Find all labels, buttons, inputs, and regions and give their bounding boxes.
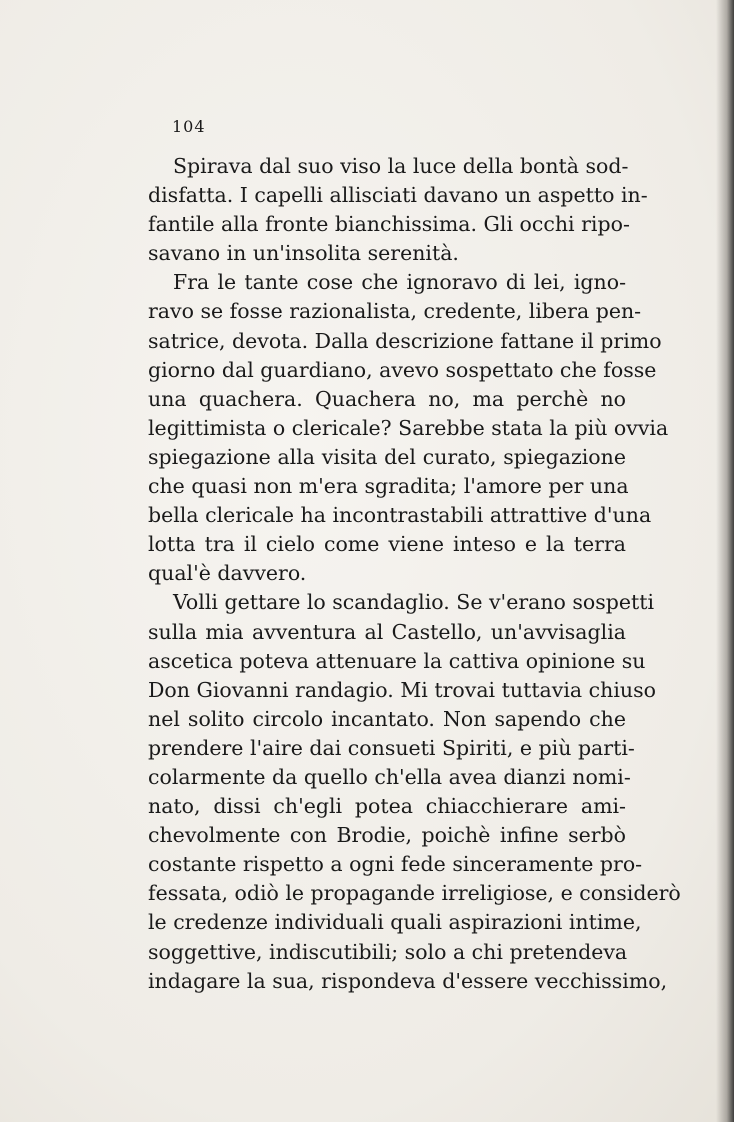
text-line: lotta tra il cielo come viene inteso e la terra [148,532,626,557]
text-line: disfatta. I capelli allisciati davano un aspetto in- [148,183,648,208]
text-line: nato, dissi ch'egli potea chiacchierare ami- [148,794,626,819]
text-line: Spirava dal suo viso la luce della bontà sod- [173,154,629,178]
text-line: una quachera. Quachera no, ma perchè no [148,386,626,411]
text-line: Volli gettare lo scandaglio. Se v'erano sospetti [173,590,655,615]
text-line: chevolmente con Brodie, poichè infine serbò [148,823,626,848]
text-line: satrice, devota. Dalla descrizione fattane il primo [148,328,662,353]
text-line: savano in un'insolita serenità. [148,241,459,266]
text-line: qual'è davvero. [148,561,307,586]
text-line: fantile alla fronte bianchissima. Gli occhi ripo- [148,212,630,237]
body-text [148,152,681,996]
text-line: ascetica poteva attenuare la cattiva opinione su [148,648,646,673]
text-line: costante rispetto a ogni fede sinceramente pro- [148,852,643,877]
text-line: le credenze individuali quali aspirazioni intime, [148,910,642,935]
text-line: che quasi non m'era sgradita; l'amore per una [148,474,629,499]
text-line: prendere l'aire dai consueti Spiriti, e più parti- [148,735,635,760]
text-line: colarmente da quello ch'ella avea dianzi nomi- [148,764,631,789]
text-line: nel solito circolo incantato. Non sapendo che [148,706,626,731]
text-line: soggettive, indiscutibili; solo a chi pretendeva [148,939,628,964]
text-line: spiegazione alla visita del curato, spiegazione [148,444,626,469]
page-number: 104 [172,117,206,136]
text-line: ravo se fosse razionalista, credente, libera pen- [148,299,642,324]
text-line: Don Giovanni randagio. Mi trovai tuttavia chiuso [148,677,656,702]
text-line: sulla mia avventura al Castello, un'avvisaglia [148,619,626,644]
text-line: legittimista o clericale? Sarebbe stata la più ovvia [148,415,669,440]
text-line: fessata, odiò le propagande irreligiose, e considerò [148,881,681,906]
text-line: Fra le tante cose che ignoravo di lei, igno- [173,270,626,295]
text-line: giorno dal guardiano, avevo sospettato che fosse [148,357,657,382]
page-edge-shadow [716,0,734,1122]
text-line: indagare la sua, rispondeva d'essere vecchissimo, [148,968,668,993]
text-line: bella clericale ha incontrastabili attrattive d'una [148,503,652,528]
